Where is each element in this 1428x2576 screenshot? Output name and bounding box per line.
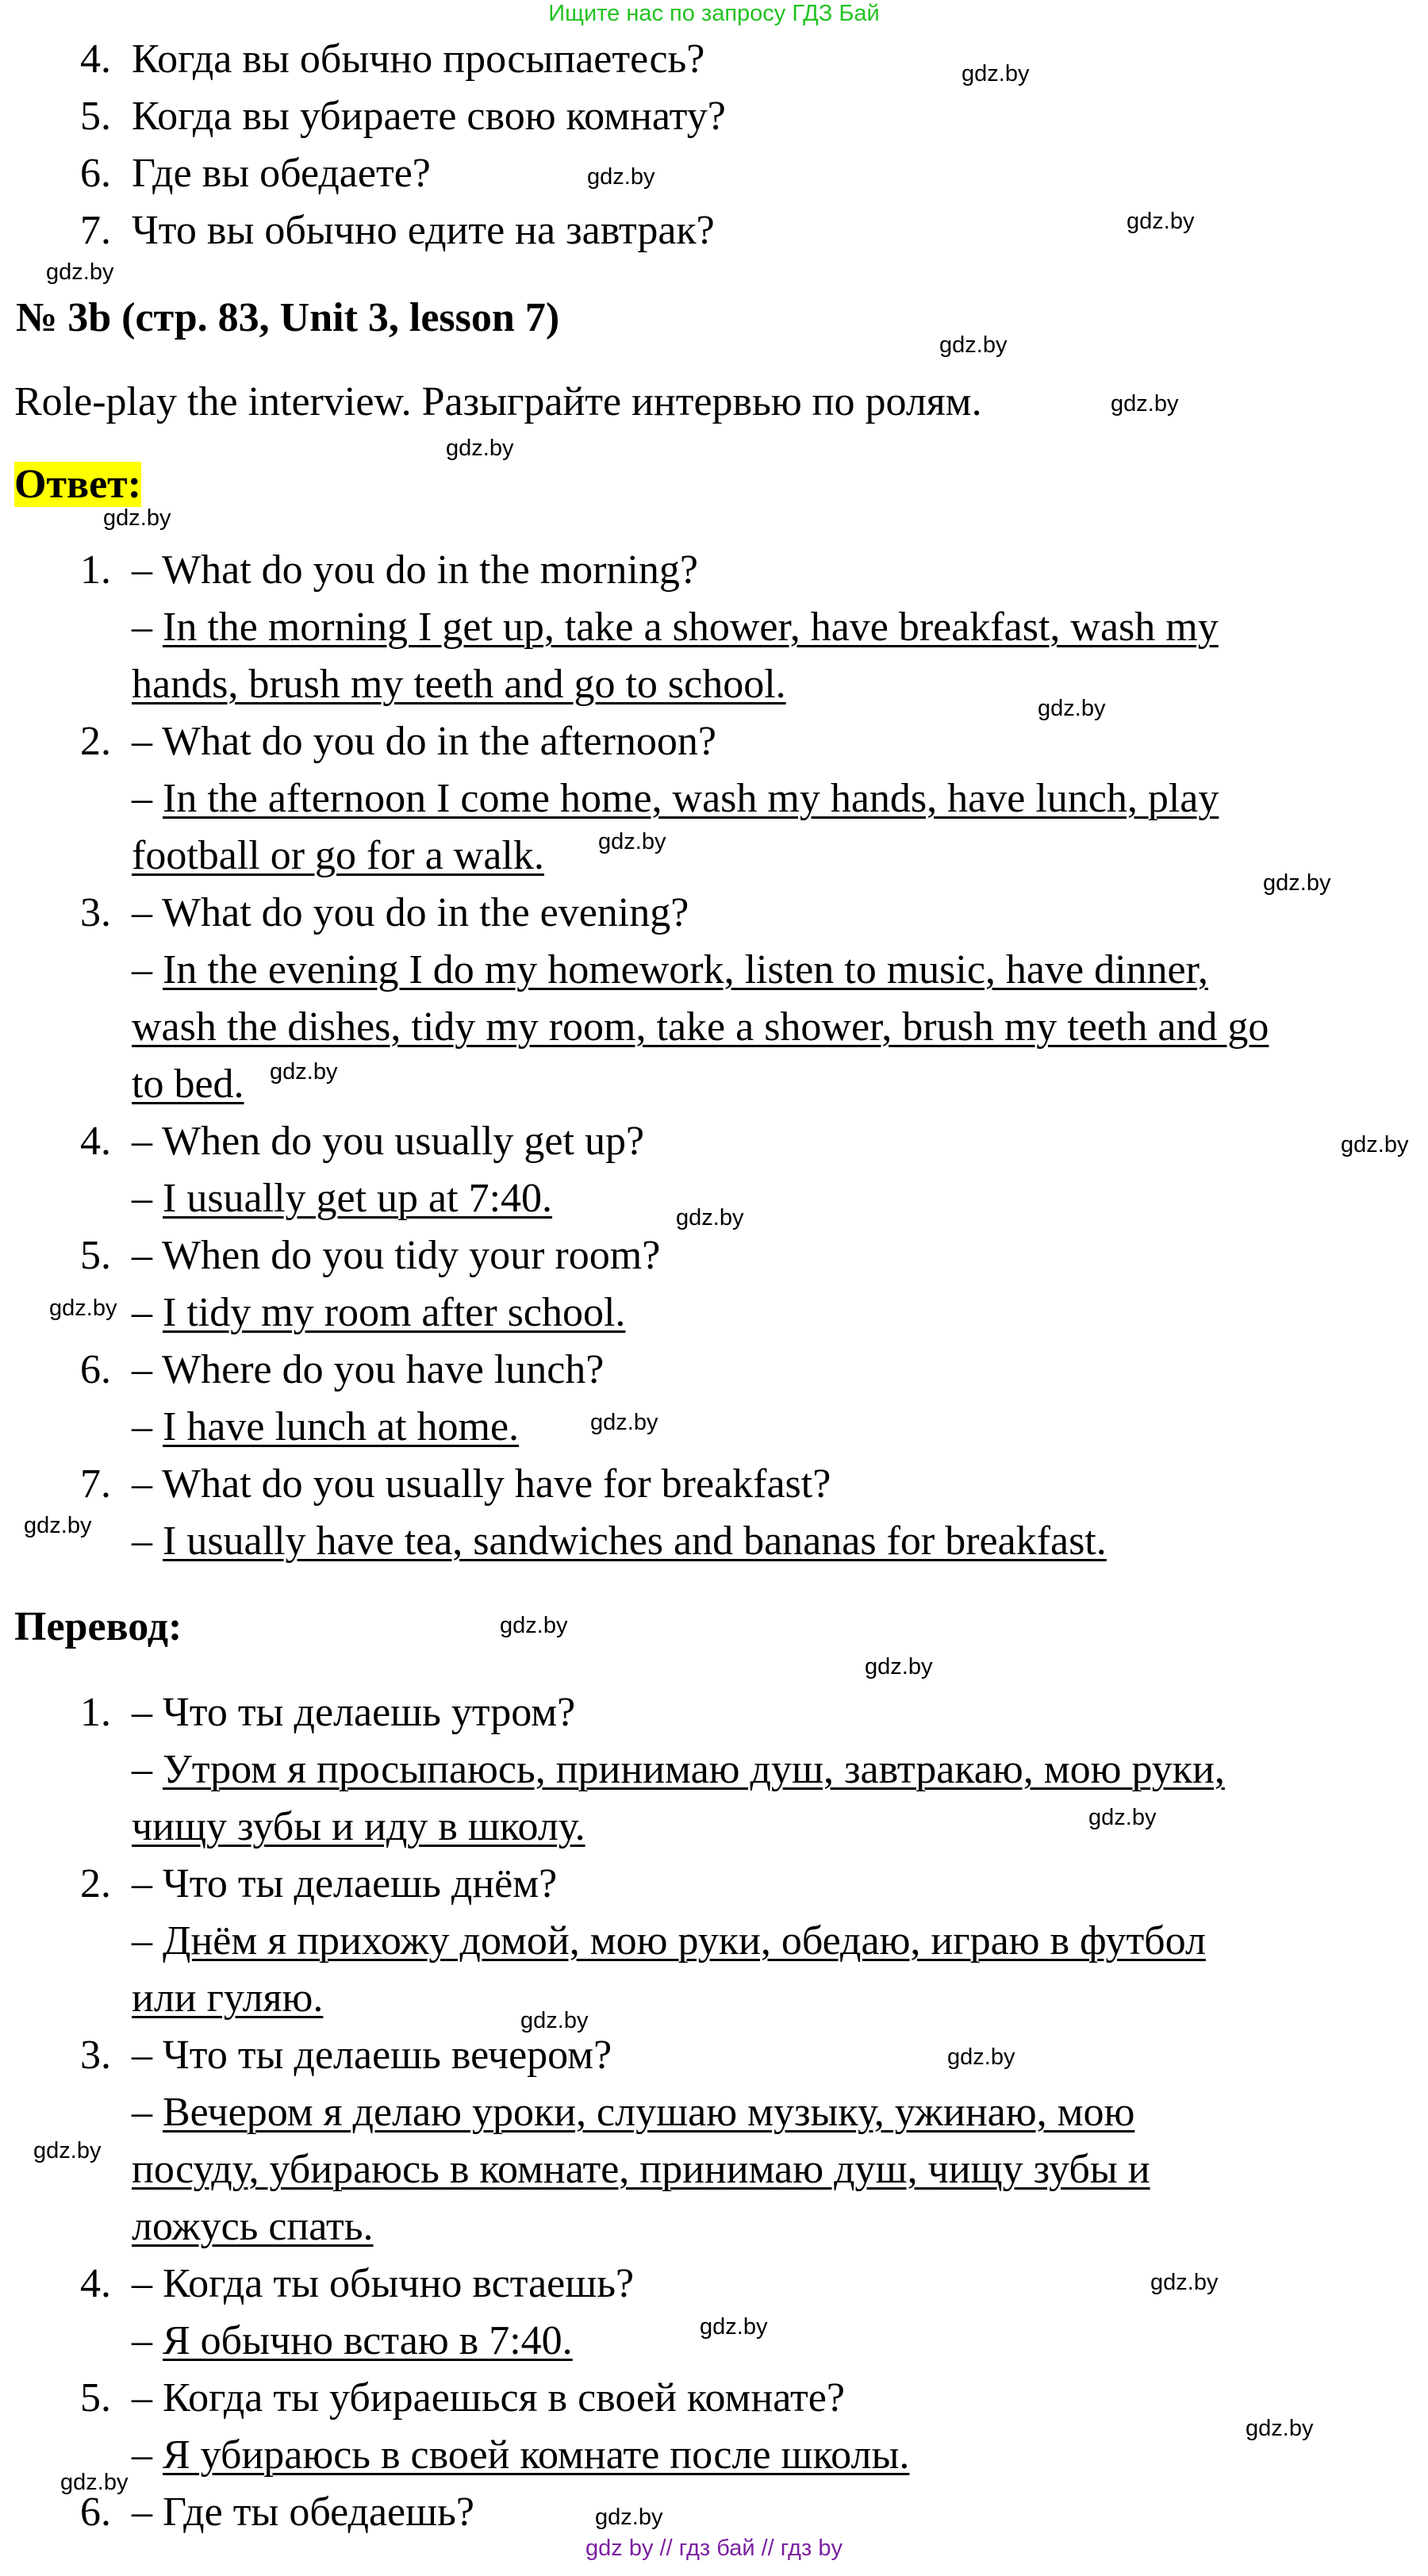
dash: – bbox=[132, 605, 163, 650]
answer-line bbox=[132, 1517, 1107, 1566]
translation-text: ложусь спать. bbox=[132, 2204, 374, 2249]
question-text: – What do you do in the evening? bbox=[132, 890, 689, 935]
item-number: 6. bbox=[80, 1347, 111, 1392]
watermark: gdz.by bbox=[947, 2044, 1015, 2070]
dash: – bbox=[132, 1918, 163, 1964]
question-text: Когда вы обычно просыпаетесь? bbox=[132, 36, 705, 82]
item-number: 5. bbox=[80, 2375, 111, 2421]
footer-links[interactable]: gdz by // гдз бай // гдз by bbox=[585, 2536, 843, 2561]
watermark: gdz.by bbox=[676, 1205, 744, 1230]
question-text: – When do you tidy your room? bbox=[132, 1233, 661, 1278]
watermark: gdz.by bbox=[60, 2470, 129, 2495]
search-banner[interactable]: Ищите нас по запросу ГДЗ Бай bbox=[548, 1, 880, 26]
dash: – bbox=[132, 1176, 163, 1221]
question-text: – What do you usually have for breakfast? bbox=[132, 1461, 831, 1507]
watermark: gdz.by bbox=[1111, 391, 1179, 417]
item-number: 1. bbox=[80, 547, 111, 593]
item-number: 4. bbox=[80, 1119, 111, 1164]
translation-text: Утром я просыпаюсь, принимаю душ, завтракаю, мою руки, bbox=[163, 1747, 1225, 1792]
answer-line bbox=[132, 831, 544, 881]
item-number: 7. bbox=[80, 1461, 111, 1507]
watermark: gdz.by bbox=[700, 2314, 768, 2340]
question-text: Где вы обедаете? bbox=[132, 151, 431, 196]
translation-text: чищу зубы и иду в школу. bbox=[132, 1804, 585, 1849]
answer-line bbox=[132, 1060, 244, 1109]
watermark: gdz.by bbox=[24, 1513, 92, 1538]
question-text: – Что ты делаешь вечером? bbox=[132, 2033, 612, 2078]
translation-line bbox=[132, 1917, 1206, 1966]
watermark: gdz.by bbox=[590, 1410, 658, 1435]
translation-text: или гуляю. bbox=[132, 1975, 324, 2021]
watermark: gdz.by bbox=[33, 2138, 102, 2163]
translation-line bbox=[132, 2145, 1150, 2194]
translation-line bbox=[132, 2317, 573, 2366]
answer-line bbox=[132, 774, 1219, 823]
item-number: 5. bbox=[80, 94, 111, 139]
translation-text: Я убираюсь в своей комнате после школы. bbox=[163, 2432, 910, 2478]
watermark: gdz.by bbox=[49, 1296, 117, 1321]
watermark: gdz.by bbox=[1088, 1805, 1157, 1830]
answer-line bbox=[132, 946, 1208, 995]
answer-text: I usually get up at 7:40. bbox=[163, 1176, 553, 1221]
answer-line bbox=[132, 660, 786, 709]
dash: – bbox=[132, 1290, 163, 1335]
dash: – bbox=[132, 1518, 163, 1564]
question-text: – Что ты делаешь утром? bbox=[132, 1690, 576, 1735]
watermark: gdz.by bbox=[1150, 2270, 1219, 2295]
answer-text: hands, brush my teeth and go to school. bbox=[132, 662, 786, 707]
translation-line bbox=[132, 2431, 909, 2480]
dash: – bbox=[132, 2432, 163, 2478]
dash: – bbox=[132, 1747, 163, 1792]
translation-text: Днём я прихожу домой, мою руки, обедаю, играю в футбол bbox=[163, 1918, 1206, 1964]
item-number: 2. bbox=[80, 1861, 111, 1906]
question-text: – Что ты делаешь днём? bbox=[132, 1861, 558, 1906]
question-text: – What do you do in the morning? bbox=[132, 547, 698, 593]
answer-line bbox=[132, 1288, 625, 1338]
dash: – bbox=[132, 2318, 163, 2363]
answer-text: In the evening I do my homework, listen to music, have dinner, bbox=[163, 947, 1208, 992]
answer-text: In the morning I get up, take a shower, have breakfast, wash my bbox=[163, 605, 1219, 650]
translation-line bbox=[132, 1745, 1225, 1795]
translation-line bbox=[132, 1802, 585, 1852]
item-number: 4. bbox=[80, 2261, 111, 2306]
dash: – bbox=[132, 947, 163, 992]
watermark: gdz.by bbox=[1341, 1132, 1409, 1157]
answer-line bbox=[132, 1174, 552, 1223]
item-number: 3. bbox=[80, 2033, 111, 2078]
item-number: 4. bbox=[80, 36, 111, 82]
item-number: 3. bbox=[80, 890, 111, 935]
question-text: Что вы обычно едите на завтрак? bbox=[132, 208, 715, 253]
watermark: gdz.by bbox=[46, 259, 114, 285]
dash: – bbox=[132, 776, 163, 821]
watermark: gdz.by bbox=[865, 1654, 933, 1680]
translation-text: Я обычно встаю в 7:40. bbox=[163, 2318, 573, 2363]
task-text: Role-play the interview. Разыграйте интервью по ролям. bbox=[14, 379, 982, 424]
translation-text: Вечером я делаю уроки, слушаю музыку, ужинаю, мою bbox=[163, 2090, 1135, 2135]
question-text: – What do you do in the afternoon? bbox=[132, 719, 716, 764]
watermark: gdz.by bbox=[587, 164, 655, 190]
answer-text: wash the dishes, tidy my room, take a shower, brush my teeth and go bbox=[132, 1004, 1269, 1050]
watermark: gdz.by bbox=[270, 1059, 338, 1085]
watermark: gdz.by bbox=[500, 1613, 568, 1638]
answer-text: In the afternoon I come home, wash my hands, have lunch, play bbox=[163, 776, 1219, 821]
question-text: – Когда ты обычно встаешь? bbox=[132, 2261, 635, 2306]
watermark: gdz.by bbox=[103, 505, 171, 531]
question-text: – When do you usually get up? bbox=[132, 1119, 645, 1164]
dash: – bbox=[132, 1404, 163, 1449]
item-number: 5. bbox=[80, 1233, 111, 1278]
answer-line bbox=[132, 603, 1219, 652]
answer-text: I have lunch at home. bbox=[163, 1404, 520, 1449]
watermark: gdz.by bbox=[1263, 870, 1331, 896]
translation-text: посуду, убираюсь в комнате, принимаю душ, чищу зубы и bbox=[132, 2147, 1150, 2192]
question-text: – Когда ты убираешься в своей комнате? bbox=[132, 2375, 845, 2421]
watermark: gdz.by bbox=[1038, 696, 1106, 721]
dash: – bbox=[132, 2090, 163, 2135]
item-number: 7. bbox=[80, 208, 111, 253]
watermark: gdz.by bbox=[598, 829, 666, 854]
item-number: 6. bbox=[80, 151, 111, 196]
translation-line bbox=[132, 2088, 1134, 2137]
watermark: gdz.by bbox=[962, 61, 1030, 86]
translation-label: Перевод: bbox=[14, 1604, 182, 1649]
watermark: gdz.by bbox=[939, 332, 1008, 358]
answer-label bbox=[14, 460, 141, 509]
answer-text: I tidy my room after school. bbox=[163, 1290, 626, 1335]
answer-text: to bed. bbox=[132, 1061, 244, 1107]
watermark: gdz.by bbox=[520, 2008, 589, 2033]
answer-line bbox=[132, 1403, 519, 1452]
answer-text: I usually have tea, sandwiches and bananas for breakfast. bbox=[163, 1518, 1107, 1564]
exercise-heading: № 3b (стр. 83, Unit 3, lesson 7) bbox=[16, 295, 560, 340]
question-text: Когда вы убираете свою комнату? bbox=[132, 94, 726, 139]
watermark: gdz.by bbox=[1246, 2416, 1314, 2441]
answer-text: football or go for a walk. bbox=[132, 833, 544, 878]
question-text: – Where do you have lunch? bbox=[132, 1347, 605, 1392]
answer-line bbox=[132, 1003, 1269, 1052]
watermark: gdz.by bbox=[1127, 209, 1195, 234]
question-text: – Где ты обедаешь? bbox=[132, 2490, 474, 2535]
answer-label-text: Ответ: bbox=[14, 462, 142, 507]
watermark: gdz.by bbox=[595, 2505, 663, 2530]
item-number: 1. bbox=[80, 1690, 111, 1735]
watermark: gdz.by bbox=[446, 436, 514, 461]
item-number: 6. bbox=[80, 2490, 111, 2535]
translation-line bbox=[132, 1974, 323, 2023]
item-number: 2. bbox=[80, 719, 111, 764]
translation-line bbox=[132, 2202, 373, 2252]
